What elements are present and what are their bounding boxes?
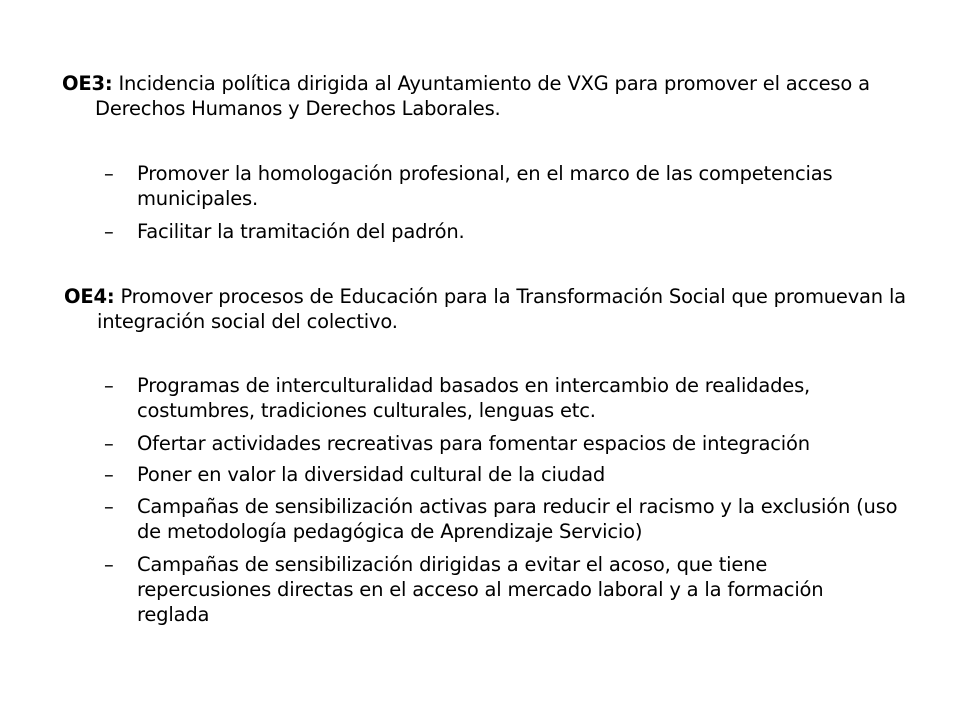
oe3-bullet-2 [104,219,864,244]
objective-oe4-text: Promover procesos de Educación para la Transformación Social que promuevan la integración social del colectivo. [97,285,906,333]
dash-glyph: – [104,495,114,518]
bullet-text: Ofertar actividades recreativas para fomentar espacios de integración [137,432,810,455]
oe4-bullet-3 [104,462,904,487]
oe4-bullet-5 [104,552,904,627]
oe4-bullet-2 [104,431,904,456]
bullet-text: Campañas de sensibilización activas para reducir el racismo y la exclusión (uso de metodología pedagógica de Aprendizaje Servicio) [137,495,898,543]
bullet-text: Promover la homologación profesional, en el marco de las competencias municipales. [137,162,833,210]
oe3-bullet-1 [104,161,864,211]
dash-glyph: – [104,374,114,397]
objective-oe4 [64,284,917,334]
dash-glyph: – [104,463,114,486]
objective-oe3-label: OE3: [62,72,113,95]
bullet-text: Programas de interculturalidad basados en intercambio de realidades, costumbres, tradiciones culturales, lenguas etc. [137,374,811,422]
dash-glyph: – [104,162,114,185]
bullet-text: Campañas de sensibilización dirigidas a evitar el acoso, que tiene repercusiones directas en el acceso al mercado laboral y a la formación reglada [137,553,824,626]
oe4-bullet-4 [104,494,904,544]
objective-oe3-text: Incidencia política dirigida al Ayuntamiento de VXG para promover el acceso a Derechos Humanos y Derechos Laborales. [95,72,870,120]
objective-oe4-label: OE4: [64,285,115,308]
dash-glyph: – [104,432,114,455]
dash-glyph: – [104,553,114,576]
bullet-text: Poner en valor la diversidad cultural de la ciudad [137,463,605,486]
bullet-text: Facilitar la tramitación del padrón. [137,220,465,243]
dash-glyph: – [104,220,114,243]
objective-oe3 [62,71,915,121]
oe4-bullet-1 [104,373,904,423]
